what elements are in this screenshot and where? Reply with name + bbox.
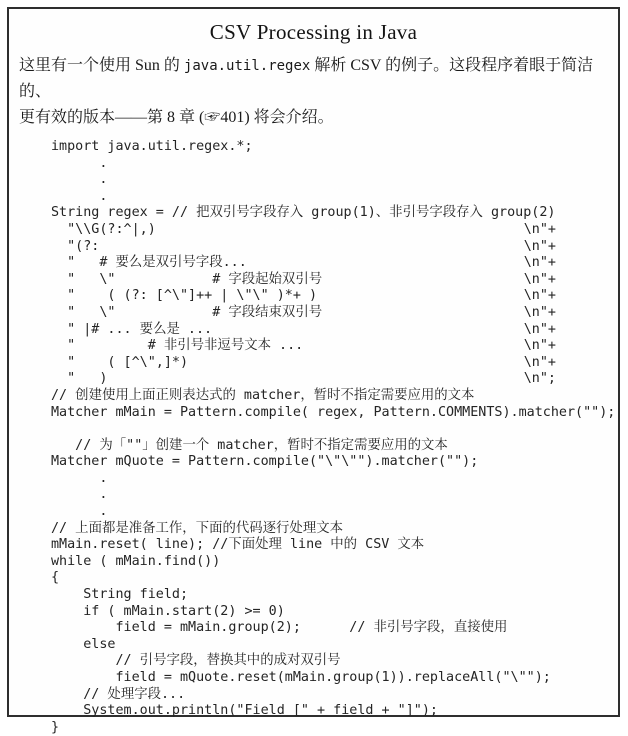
code-line [51,272,556,289]
intro-paragraph [19,53,608,131]
code-line-continuation: \n"+ [523,354,556,370]
code-text: " ( (?: [^\"]++ | \"\" )*+ ) [51,288,318,304]
code-line [51,388,556,405]
code-line-continuation: \n"+ [523,304,556,320]
code-text: " ) [51,371,108,387]
code-line [51,255,556,272]
code-text: mMain.reset( line); //下面处理 line 中的 CSV 文本 [51,537,425,553]
code-text: "(?: [51,238,100,254]
code-line-continuation: \n"; [523,371,556,387]
code-line [51,172,556,189]
code-line [51,438,556,455]
code-line-continuation: \n"+ [523,338,556,354]
code-line [51,703,556,720]
code-text: String field; [51,587,189,603]
page-title: CSV Processing in Java [209,20,418,44]
code-text: " \" # 字段结束双引号 [51,304,323,320]
code-line [51,222,556,239]
code-text: " # 要么是双引号字段... [51,255,247,271]
code-text: . [51,470,108,486]
code-line [51,471,556,488]
code-line [51,537,556,554]
code-text: if ( mMain.start(2) >= 0) [51,603,285,619]
code-line-continuation: \n"+ [523,271,556,287]
code-line [51,421,556,438]
code-line-continuation: \n"+ [523,221,556,237]
code-line [51,653,556,670]
code-text: String regex = // 把双引号字段存入 group(1)、非引号字段存入 group(2) [51,205,556,221]
code-line [51,371,556,388]
code-line [51,720,556,736]
code-text: import java.util.regex.*; [51,139,253,154]
intro-text: 更有效的版本——第 8 章 (☞401) 将会介绍。 [19,109,334,126]
code-line-continuation: \n"+ [523,255,556,271]
code-text: // 创建使用上面正则表达式的 matcher，暂时不指定需要应用的文本 [51,387,475,403]
code-line [51,604,556,621]
code-line-continuation: \n"+ [523,238,556,254]
code-line [51,521,556,538]
code-text: . [51,504,108,520]
intro-text: 这里有一个使用 Sun 的 [19,57,184,74]
code-line [51,504,556,521]
code-line [51,404,616,422]
intro-code-text: java.util.regex [183,58,311,74]
code-line [51,288,556,305]
code-line [51,587,556,604]
code-text: // 为「""」创建一个 matcher，暂时不指定需要应用的文本 [51,437,448,453]
code-text: . [51,487,108,503]
code-text: " \" # 字段起始双引号 [51,271,323,287]
code-text: else [51,636,116,652]
code-text: . [51,172,108,188]
code-text: . [51,188,108,204]
code-text: . [51,155,108,171]
code-text: " ( [^\",]*) [51,354,189,370]
code-line [51,338,556,355]
code-text: field = mMain.group(2); // 非引号字段，直接使用 [51,620,508,636]
code-line [51,620,556,637]
code-text: " # 非引号非逗号文本 ... [51,338,304,354]
code-text: // 引号字段，替换其中的成对双引号 [51,653,341,669]
code-text: while ( mMain.find()) [51,553,221,569]
intro-text: 解析 CSV 的例子。这段程序着眼于简洁的、 [19,57,594,100]
intro-line [19,53,608,105]
code-line [51,239,556,256]
code-line [51,189,556,206]
code-line [51,637,556,654]
code-line [51,322,556,339]
code-line [51,670,556,687]
code-text: " |# ... 要么是 ... [51,321,213,337]
code-text: System.out.println("Field [" + field + "]"); [51,703,438,719]
code-line [51,487,556,504]
code-text: Matcher mMain = Pattern.compile( regex, Pattern.COMMENTS).matcher(""); [51,404,616,420]
code-line [51,139,556,156]
code-text: "\\G(?:^|,) [51,221,156,237]
code-line-continuation: \n"+ [523,288,556,304]
page-border [7,7,620,735]
code-line [51,305,556,322]
code-line [51,454,556,471]
code-line [51,205,556,222]
code-line [51,355,556,372]
code-text: field = mQuote.reset(mMain.group(1)).replaceAll("\""); [51,670,551,685]
code-line [51,554,556,571]
code-text: { [51,570,60,586]
code-text: // 处理字段... [51,686,186,702]
code-line [51,156,556,173]
code-line-continuation: \n"+ [523,321,556,337]
code-line [51,570,556,587]
code-line [51,687,556,704]
intro-line [19,105,608,131]
code-text: // 上面都是准备工作，下面的代码逐行处理文本 [51,520,343,536]
code-block [51,139,618,736]
code-text: Matcher mQuote = Pattern.compile("\"\"").matcher(""); [51,454,479,470]
code-text: } [51,719,60,735]
